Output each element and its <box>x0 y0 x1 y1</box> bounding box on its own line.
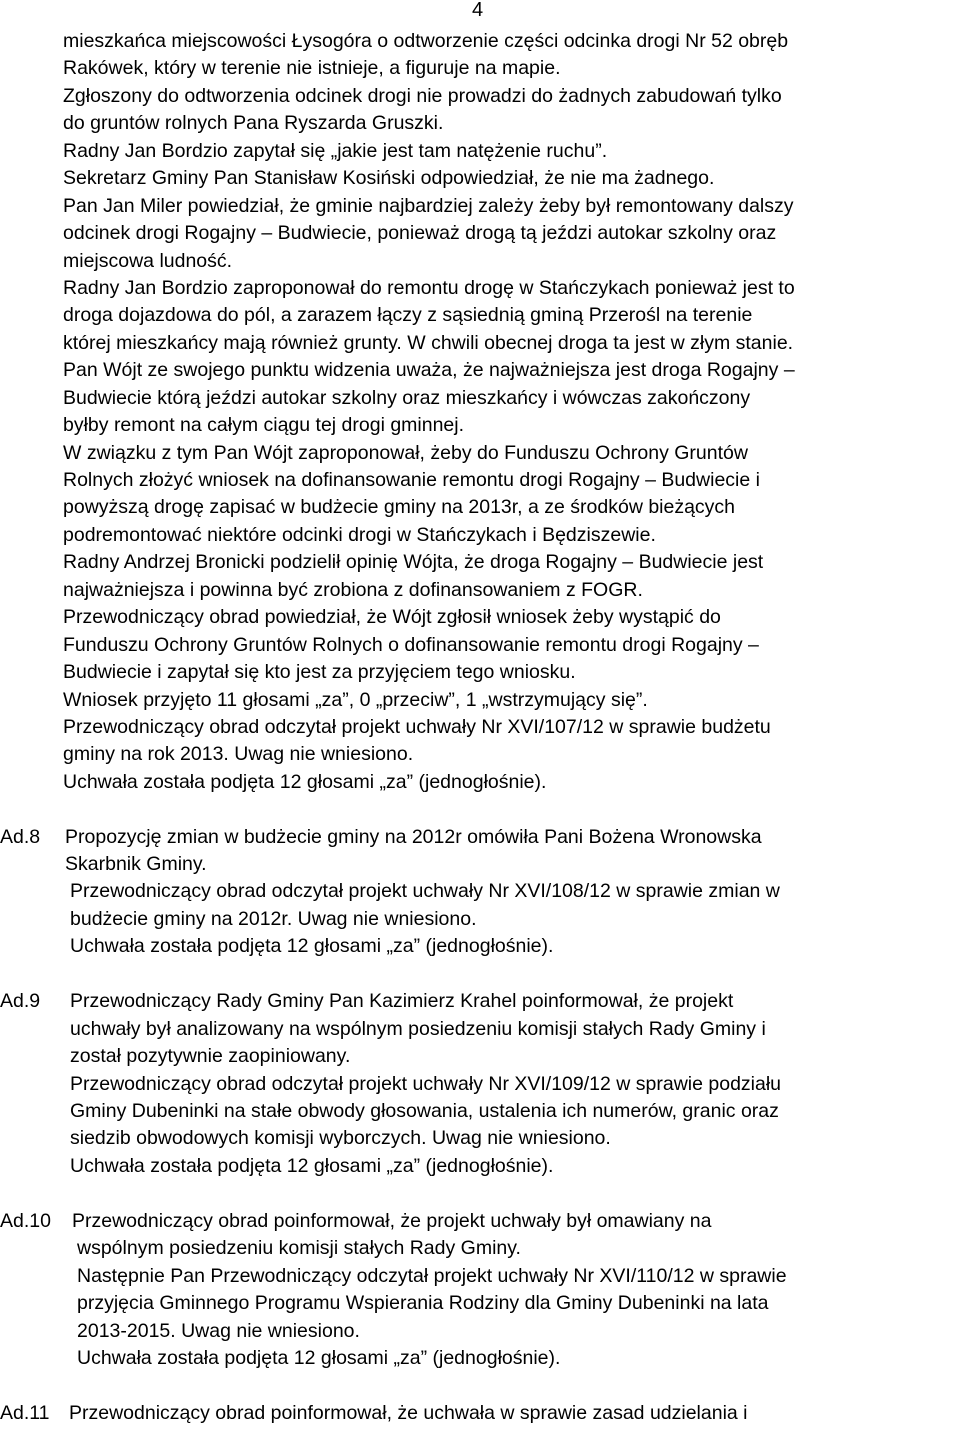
paragraph-line: Przewodniczący obrad poinformował, że projekt uchwały był omawiany na <box>72 1210 712 1232</box>
paragraph-line: Wniosek przyjęto 11 głosami „za”, 0 „przeciw”, 1 „wstrzymujący się”. <box>63 689 648 711</box>
paragraph-line: najważniejsza i powinna być zrobiona z dofinansowaniem z FOGR. <box>63 579 643 601</box>
paragraph-line: Uchwała została podjęta 12 głosami „za” (jednogłośnie). <box>70 935 554 957</box>
paragraph-line: Budwiecie którą jeździ autokar szkolny oraz mieszkańcy i wówczas zakończony <box>63 387 751 409</box>
paragraph-line: Radny Jan Bordzio zaproponował do remontu drogę w Stańczykach ponieważ jest to <box>63 277 795 299</box>
paragraph-line: W związku z tym Pan Wójt zaproponował, żeby do Funduszu Ochrony Gruntów <box>63 442 748 464</box>
paragraph-line: Uchwała została podjęta 12 głosami „za” (jednogłośnie). <box>77 1347 561 1369</box>
paragraph-line: byłby remont na całym ciągu tej drogi gminnej. <box>63 414 465 436</box>
paragraph-line: Rakówek, który w terenie nie istnieje, a figuruje na mapie. <box>63 57 561 79</box>
paragraph-line: Gminy Dubeninki na stałe obwody głosowania, ustalenia ich numerów, granic oraz <box>70 1100 779 1122</box>
paragraph-line: został pozytywnie zaopiniowany. <box>70 1045 351 1067</box>
paragraph-line: Uchwała została podjęta 12 głosami „za” (jednogłośnie). <box>70 1155 554 1177</box>
paragraph-line: przyjęcia Gminnego Programu Wspierania Rodziny dla Gminy Dubeninki na lata <box>77 1292 769 1314</box>
paragraph-line: Następnie Pan Przewodniczący odczytał projekt uchwały Nr XVI/110/12 w sprawie <box>77 1265 787 1287</box>
section-label-ad8: Ad.8 <box>0 826 41 848</box>
paragraph-line: Pan Jan Miler powiedział, że gminie najbardziej zależy żeby był remontowany dalszy <box>63 195 794 217</box>
paragraph-line: Funduszu Ochrony Gruntów Rolnych o dofinansowanie remontu drogi Rogajny – <box>63 634 759 656</box>
paragraph-line: Pan Wójt ze swojego punktu widzenia uważa, że najważniejsza jest droga Rogajny – <box>63 359 795 381</box>
page-number: 4 <box>472 0 484 21</box>
paragraph-line: odcinek drogi Rogajny – Budwiecie, ponieważ drogą tą jeździ autokar szkolny oraz <box>63 222 777 244</box>
paragraph-line: do gruntów rolnych Pana Ryszarda Gruszki. <box>63 112 444 134</box>
paragraph-line: gminy na rok 2013. Uwag nie wniesiono. <box>63 743 414 765</box>
paragraph-line: droga dojazdowa do pól, a zarazem łączy z sąsiednią gminą Przerośl na terenie <box>63 304 753 326</box>
paragraph-line: podremontować niektóre odcinki drogi w Stańczykach i Będziszewie. <box>63 524 656 546</box>
paragraph-line: Przewodniczący obrad odczytał projekt uchwały Nr XVI/109/12 w sprawie podziału <box>70 1073 782 1095</box>
paragraph-line: wspólnym posiedzeniu komisji stałych Rady Gminy. <box>77 1237 521 1259</box>
paragraph-line: siedzib obwodowych komisji wyborczych. Uwag nie wniesiono. <box>70 1127 611 1149</box>
paragraph-line: Zgłoszony do odtworzenia odcinek drogi nie prowadzi do żadnych zabudowań tylko <box>63 85 782 107</box>
paragraph-line: uchwały był analizowany na wspólnym posiedzeniu komisji stałych Rady Gminy i <box>70 1018 766 1040</box>
paragraph-line: Przewodniczący obrad poinformował, że uchwała w sprawie zasad udzielania i <box>69 1402 748 1424</box>
paragraph-line: Rolnych złożyć wniosek na dofinansowanie remontu drogi Rogajny – Budwiecie i <box>63 469 760 491</box>
paragraph-line: Propozycję zmian w budżecie gminy na 2012r omówiła Pani Bożena Wronowska <box>65 826 762 848</box>
paragraph-line: powyższą drogę zapisać w budżecie gminy na 2013r, a ze środków bieżących <box>63 496 736 518</box>
paragraph-line: Skarbnik Gminy. <box>65 853 207 875</box>
section-label-ad9: Ad.9 <box>0 990 41 1012</box>
paragraph-line: Przewodniczący obrad powiedział, że Wójt zgłosił wniosek żeby wystąpić do <box>63 606 721 628</box>
paragraph-line: Przewodniczący obrad odczytał projekt uchwały Nr XVI/108/12 w sprawie zmian w <box>70 880 780 902</box>
paragraph-line: miejscowa ludność. <box>63 250 233 272</box>
paragraph-line: Radny Andrzej Bronicki podzielił opinię Wójta, że droga Rogajny – Budwiecie jest <box>63 551 764 573</box>
paragraph-line: mieszkańca miejscowości Łysogóra o odtworzenie części odcinka drogi Nr 52 obręb <box>63 30 789 52</box>
section-label-ad10: Ad.10 <box>0 1210 51 1232</box>
paragraph-line: Przewodniczący Rady Gminy Pan Kazimierz Krahel poinformował, że projekt <box>70 990 734 1012</box>
paragraph-line: Przewodniczący obrad odczytał projekt uchwały Nr XVI/107/12 w sprawie budżetu <box>63 716 771 738</box>
paragraph-line: której mieszkańcy mają również grunty. W chwili obecnej droga ta jest w złym stanie. <box>63 332 794 354</box>
paragraph-line: Sekretarz Gminy Pan Stanisław Kosiński odpowiedział, że nie ma żadnego. <box>63 167 715 189</box>
paragraph-line: 2013-2015. Uwag nie wniesiono. <box>77 1320 360 1342</box>
paragraph-line: Uchwała została podjęta 12 głosami „za” (jednogłośnie). <box>63 771 547 793</box>
paragraph-line: budżecie gminy na 2012r. Uwag nie wniesiono. <box>70 908 477 930</box>
paragraph-line: Budwiecie i zapytał się kto jest za przyjęciem tego wniosku. <box>63 661 576 683</box>
paragraph-line: Radny Jan Bordzio zapytał się „jakie jest tam natężenie ruchu”. <box>63 140 608 162</box>
section-label-ad11: Ad.11 <box>0 1402 50 1424</box>
